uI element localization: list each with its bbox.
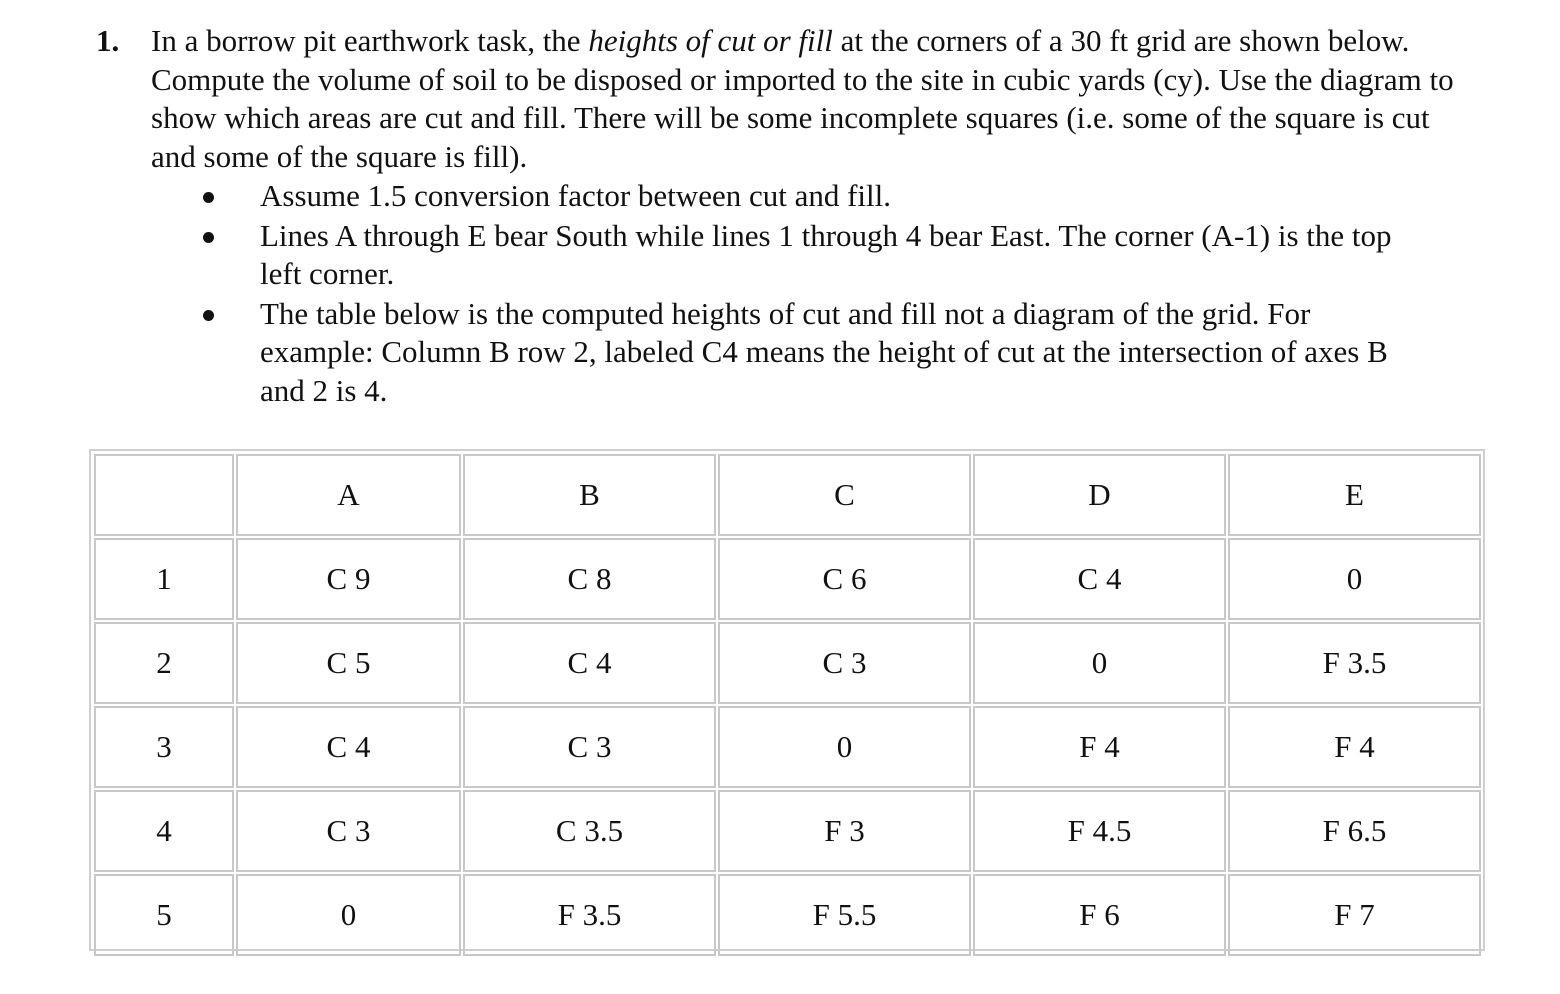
table-cell: C 9 [236,538,461,620]
table-row [94,874,1481,956]
bullet-item [196,217,1416,294]
bullet-item [196,177,1416,216]
table-cell: C 3 [463,706,716,788]
bullet-icon [203,232,214,243]
table-cell: F 6.5 [1228,790,1481,872]
table-cell: C 8 [463,538,716,620]
table-cell: F 4 [973,706,1226,788]
table-cell: F 4.5 [973,790,1226,872]
problem-text-intro: In a borrow pit earthwork task, the [151,23,589,58]
table-cell: F 4 [1228,706,1481,788]
problem-text-body: at the corners of a 30 ft grid are shown below. Compute the volume of soil to be disposed or imported to the site in cubic yards (cy). Use the diagram to show which areas are cut and fill. There will be some incomplete squares (i.e. some of the square is cut and some of the square is fill). [151,23,1454,174]
table-cell: C 3.5 [463,790,716,872]
cut-fill-table [92,452,1483,958]
table-cell: C 4 [973,538,1226,620]
table-cell: C 3 [718,622,971,704]
table-cell: F 5.5 [718,874,971,956]
row-label: 5 [94,874,234,956]
table-cell: C 5 [236,622,461,704]
table-cell: 0 [236,874,461,956]
cut-fill-table-frame [89,449,1485,951]
problem-statement [96,22,1516,410]
table-cell: 0 [1228,538,1481,620]
row-label: 3 [94,706,234,788]
bullet-icon [203,192,214,203]
bullet-item [196,295,1416,411]
table-cell: C 6 [718,538,971,620]
table-cell: C 4 [463,622,716,704]
table-row [94,538,1481,620]
table-cell: C 4 [236,706,461,788]
row-label: 2 [94,622,234,704]
table-cell: 0 [973,622,1226,704]
assumptions-list [196,177,1416,410]
column-header-c: C [718,454,971,536]
row-label: 4 [94,790,234,872]
table-row [94,790,1481,872]
table-cell: F 3.5 [463,874,716,956]
bullet-text: Assume 1.5 conversion factor between cut and fill. [260,178,892,213]
table-row [94,706,1481,788]
table-cell: 0 [718,706,971,788]
column-header-d: D [973,454,1226,536]
table-cell: C 3 [236,790,461,872]
table-cell: F 6 [973,874,1226,956]
bullet-icon [203,310,214,321]
table-cell: F 7 [1228,874,1481,956]
column-header-e: E [1228,454,1481,536]
table-row [94,622,1481,704]
bullet-text: The table below is the computed heights of cut and fill not a diagram of the grid. For example: Column B row 2, labeled C4 means the height of cut at the intersection of axes B and 2 is 4. [260,295,1388,408]
bullet-text: Lines A through E bear South while lines 1 through 4 bear East. The corner (A-1) is the top left corner. [260,217,1392,291]
column-header-a: A [236,454,461,536]
table-corner-cell [94,454,234,536]
problem-text-italic: heights of cut or fill [588,23,833,58]
problem-text [151,22,1471,176]
column-header-b: B [463,454,716,536]
table-cell: F 3.5 [1228,622,1481,704]
table-header-row [94,454,1481,536]
table-cell: F 3 [718,790,971,872]
problem-number: 1. [96,23,120,58]
row-label: 1 [94,538,234,620]
